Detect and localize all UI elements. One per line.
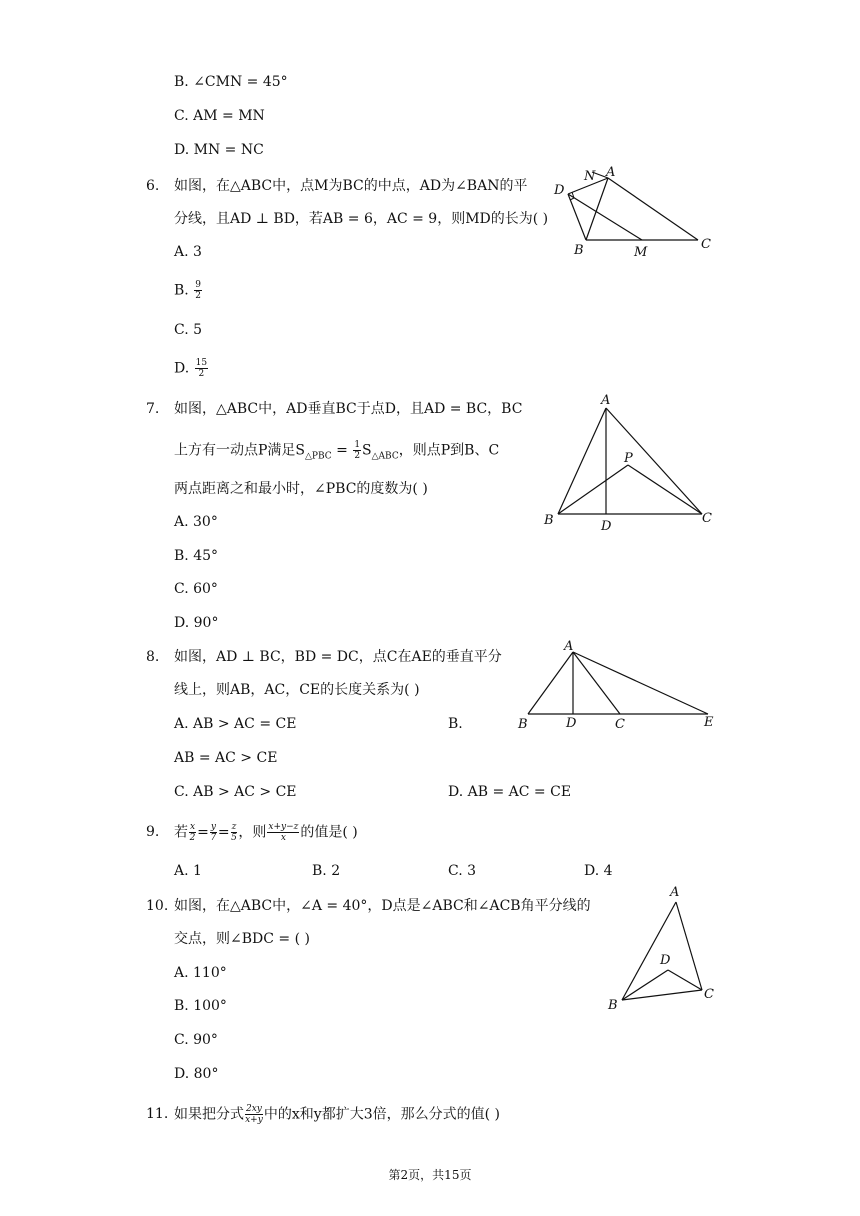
option-c: C. 5 bbox=[174, 322, 203, 338]
option-c: C. 60° bbox=[174, 581, 218, 597]
question-number: 11. bbox=[146, 1106, 169, 1122]
point-label: N bbox=[584, 169, 596, 184]
q7-figure bbox=[540, 390, 720, 539]
point-label: D bbox=[566, 716, 577, 731]
point-label: P bbox=[624, 451, 633, 466]
point-label: M bbox=[634, 245, 648, 260]
question-text: 若 $\frac{x}{2}$ = $\frac{y}{7}$ = $\frac{z}{5}$ ，则 $\frac{x+y-z}{x}$ 的值是( ) bbox=[174, 822, 358, 843]
point-label: A bbox=[601, 393, 611, 408]
question-text: 分线，且AD ⊥ BD，若AB = 6，AC = 9，则MD的长为( ) bbox=[174, 211, 549, 227]
question-text: 如图，△ABC中，AD垂直BC于点D，且AD = BC，BC bbox=[174, 401, 523, 417]
option-d: D. $\frac{15}{2}$ bbox=[174, 358, 208, 379]
point-label: C bbox=[704, 987, 714, 1002]
point-label: C bbox=[615, 717, 625, 732]
option-c: C. AB > AC > CE bbox=[174, 784, 297, 800]
question-text: 如图，AD ⊥ BC，BD = DC，点C在AE的垂直平分 bbox=[174, 649, 502, 665]
question-number: 9. bbox=[146, 824, 160, 840]
option-c: C. 3 bbox=[448, 863, 477, 879]
fraction: $\frac{z}{5}$ bbox=[231, 822, 237, 843]
option-b: B. 100° bbox=[174, 998, 227, 1014]
question-text: 两点距离之和最小时，∠PBC的度数为( ) bbox=[174, 481, 428, 497]
point-label: B bbox=[574, 243, 584, 258]
page-footer: 第2页，共15页 bbox=[388, 1168, 472, 1182]
question-text: 线上，则AB，AC，CE的长度关系为( ) bbox=[174, 682, 420, 698]
fraction: $\frac{x}{2}$ bbox=[189, 822, 196, 843]
question-text: 如图，在△ABC中，∠A = 40°，D点是∠ABC和∠ACB角平分线的 bbox=[174, 898, 591, 914]
point-label: D bbox=[554, 183, 565, 198]
question-number: 7. bbox=[146, 401, 160, 417]
fraction: $\frac{9}{2}$ bbox=[195, 280, 201, 301]
point-label: B bbox=[518, 717, 528, 732]
option-c: C. 90° bbox=[174, 1032, 218, 1048]
point-label: D bbox=[601, 519, 612, 534]
point-label: B bbox=[608, 998, 618, 1013]
question-text: 上方有一动点P满足$S_{\triangle PBC}$ = $\frac{1}{2}$ $S_{\triangle ABC}$，则点P到B、C bbox=[174, 440, 500, 462]
point-label: E bbox=[704, 715, 714, 730]
question-number: 8. bbox=[146, 649, 160, 665]
point-label: A bbox=[606, 165, 616, 180]
option-d: D. AB = AC = CE bbox=[448, 784, 572, 800]
point-label: C bbox=[701, 237, 711, 252]
option-b: B. 45° bbox=[174, 548, 219, 564]
q8-figure bbox=[512, 634, 722, 738]
option-a: A. AB > AC = CE bbox=[174, 716, 297, 732]
option-b-continued: AB = AC > CE bbox=[174, 750, 278, 766]
option-b: B. ∠CMN = 45° bbox=[174, 74, 288, 90]
option-a: A. 1 bbox=[174, 863, 202, 879]
option-a: A. 3 bbox=[174, 244, 202, 260]
point-label: D bbox=[660, 953, 671, 968]
option-d: D. 90° bbox=[174, 615, 219, 631]
fraction: $\frac{1}{2}$ bbox=[354, 440, 361, 461]
fraction: $\frac{2xy}{x+y}$ bbox=[245, 1104, 263, 1125]
option-a: A. 110° bbox=[174, 965, 227, 981]
point-label: C bbox=[702, 511, 712, 526]
option-b: B. $\frac{9}{2}$ bbox=[174, 280, 201, 301]
option-a: A. 30° bbox=[174, 514, 218, 530]
option-d: D. 80° bbox=[174, 1066, 219, 1082]
q10-figure bbox=[602, 880, 727, 1019]
fraction: $\frac{x+y-z}{x}$ bbox=[268, 822, 299, 843]
question-text: 如果把分式 $\frac{2xy}{x+y}$ 中的x和y都扩大3倍，那么分式的值( ) bbox=[174, 1104, 500, 1125]
fraction: $\frac{y}{7}$ bbox=[210, 822, 217, 843]
option-b: B. 2 bbox=[312, 863, 341, 879]
question-number: 6. bbox=[146, 178, 160, 194]
option-d: D. 4 bbox=[584, 863, 613, 879]
q6-figure bbox=[548, 162, 723, 266]
option-b: B. bbox=[448, 716, 463, 732]
option-c: C. AM = MN bbox=[174, 108, 265, 124]
question-text: 交点，则∠BDC = ( ) bbox=[174, 931, 310, 947]
point-label: B bbox=[544, 513, 554, 528]
fraction: $\frac{15}{2}$ bbox=[195, 358, 208, 379]
question-text: 如图，在△ABC中，点M为BC的中点，AD为∠BAN的平 bbox=[174, 178, 528, 194]
point-label: A bbox=[670, 885, 680, 900]
question-number: 10. bbox=[146, 898, 169, 914]
option-d: D. MN = NC bbox=[174, 142, 264, 158]
point-label: A bbox=[564, 639, 574, 654]
